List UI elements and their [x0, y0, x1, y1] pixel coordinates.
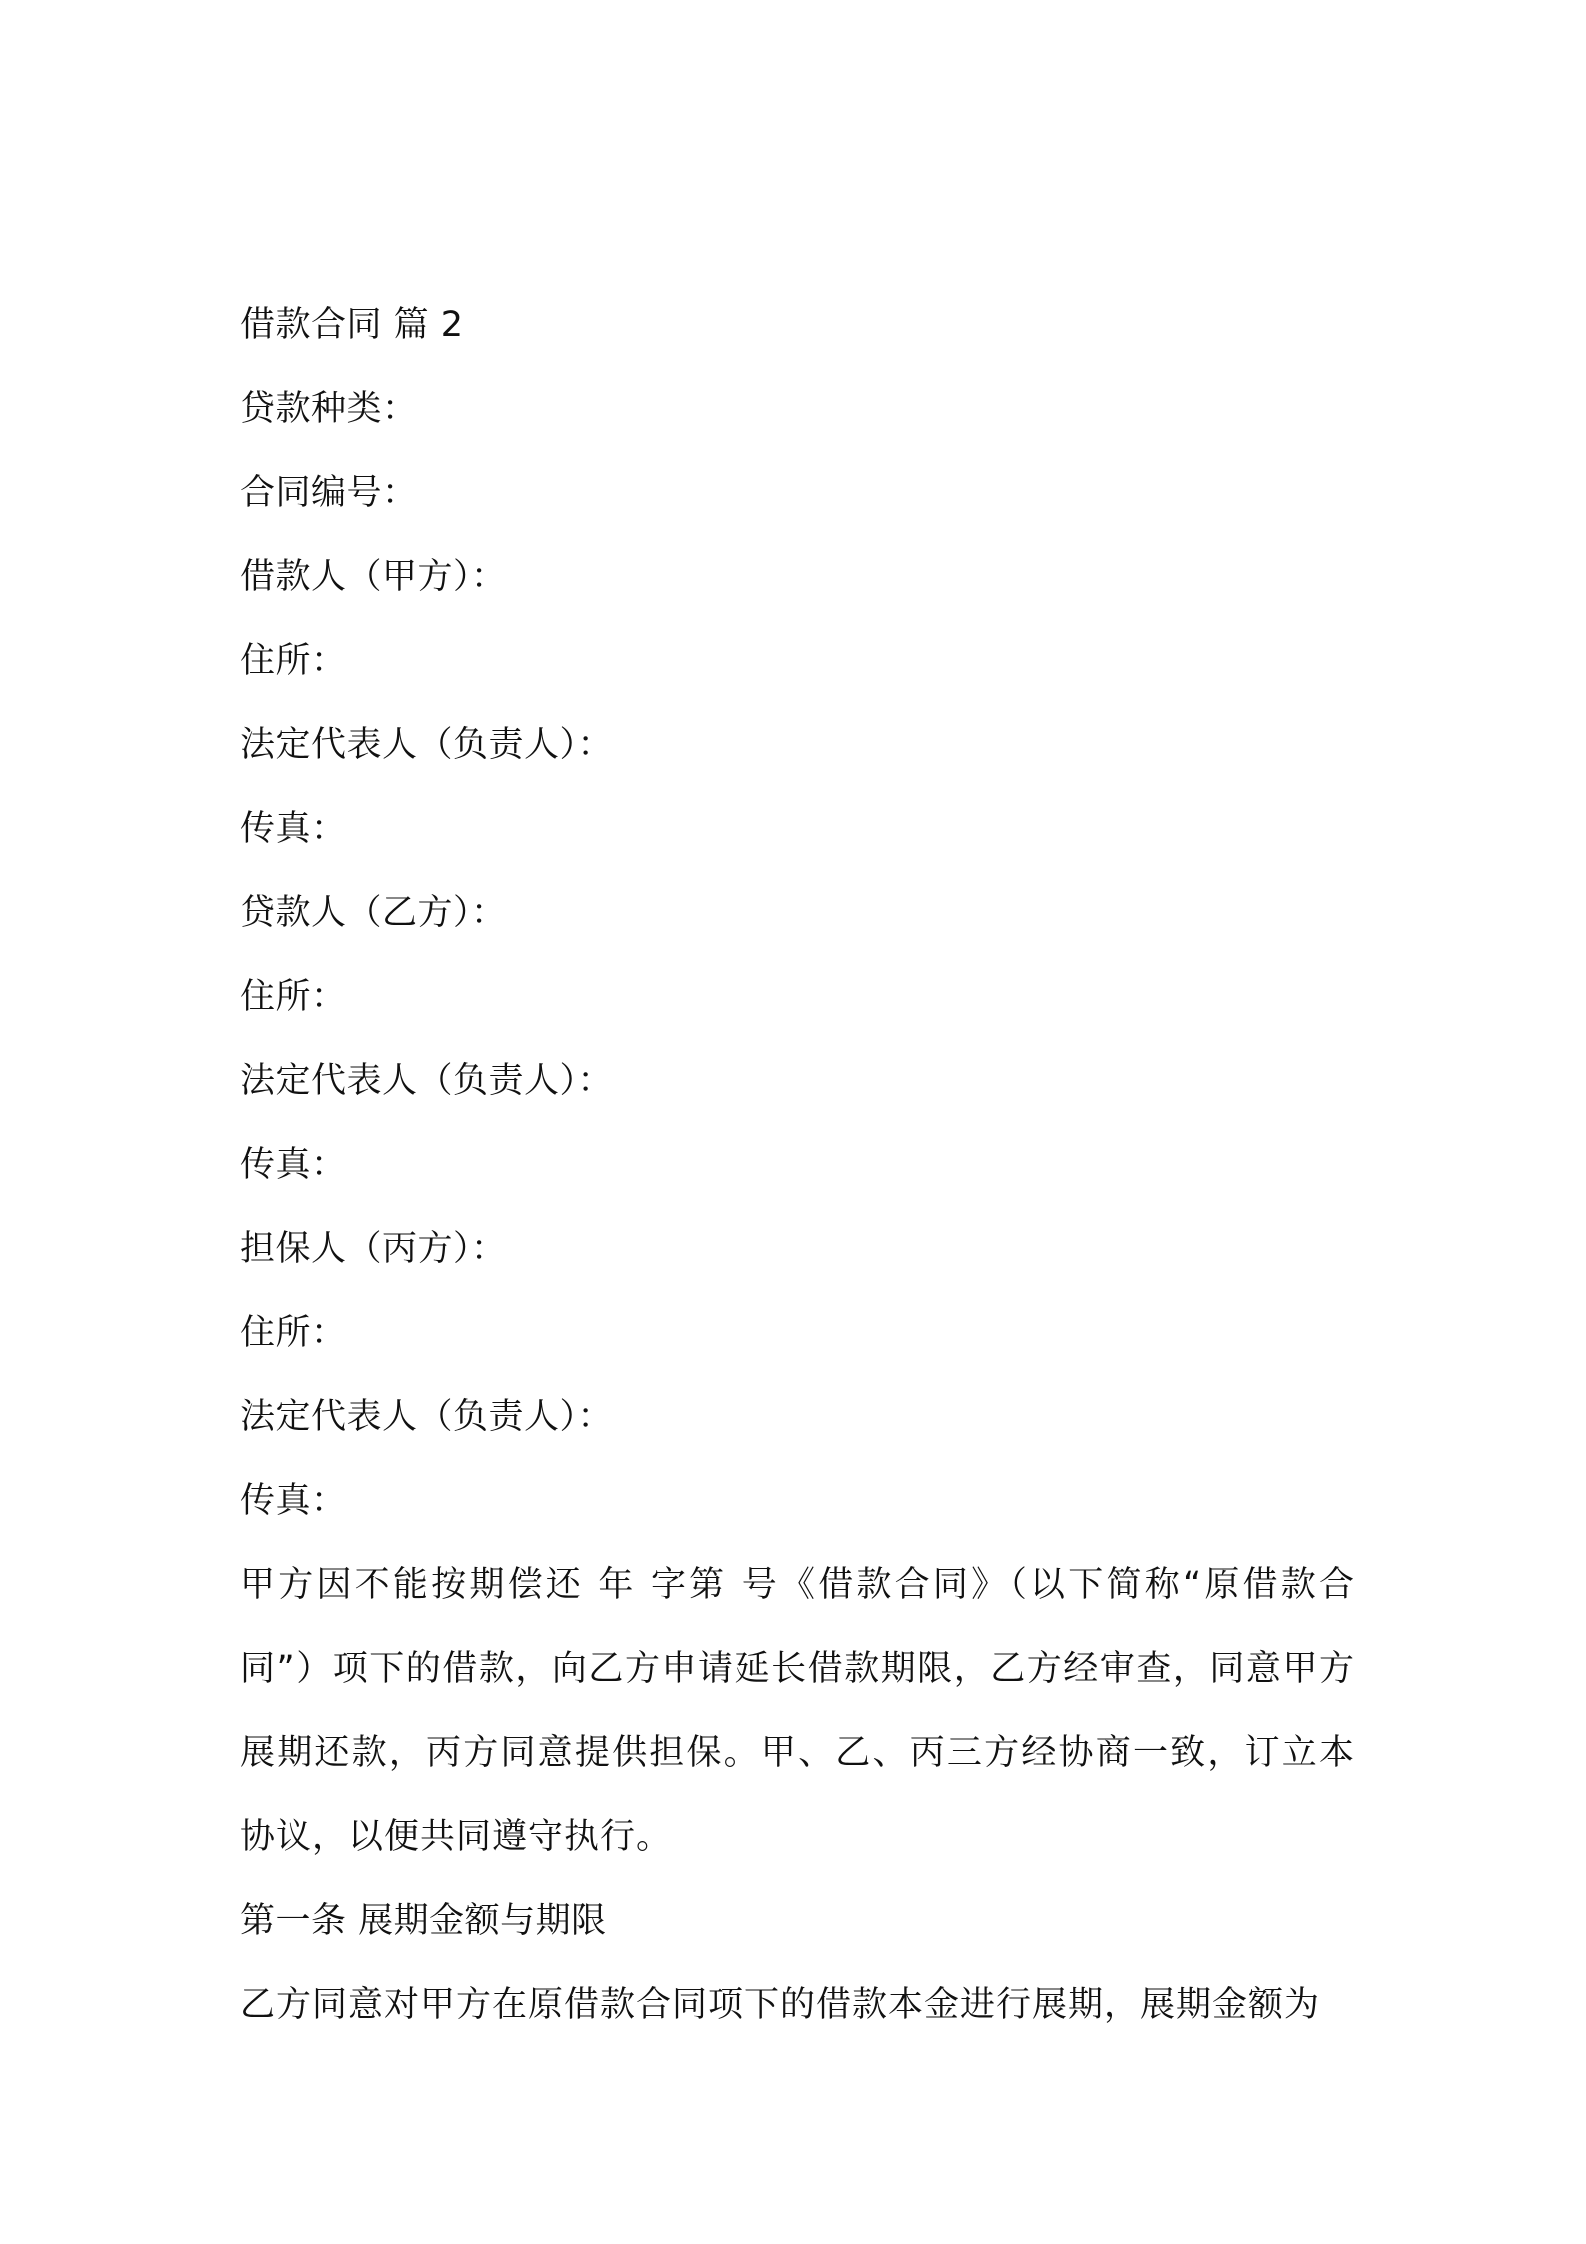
field-borrower-address: 住所：: [240, 641, 347, 681]
field-lender-address: 住所：: [240, 977, 347, 1017]
field-guarantor-address: 住所：: [240, 1313, 347, 1353]
document-body: [240, 283, 1355, 2047]
field-guarantor-fax: 传真：: [240, 1481, 347, 1521]
field-guarantor-legal-rep: 法定代表人（负责人）：: [240, 1397, 614, 1437]
intro-paragraph: 甲方因不能按期偿还 年 字第 号《借款合同》（以下简称“原借款合同”）项下的借款，向乙方申请延长借款期限，乙方经审查，同意甲方展期还款，丙方同意提供担保。甲、乙、丙三方经协商一致，订立本协议，以便共同遵守执行。: [240, 1565, 1355, 1857]
document-title: 借款合同 篇 2: [240, 305, 464, 345]
article-1-text: 乙方同意对甲方在原借款合同项下的借款本金进行展期，展期金额为: [240, 1985, 1321, 2025]
field-contract-number: 合同编号：: [240, 473, 418, 513]
field-lender-legal-rep: 法定代表人（负责人）：: [240, 1061, 614, 1101]
field-borrower: 借款人（甲方）：: [240, 557, 507, 597]
field-borrower-legal-rep: 法定代表人（负责人）：: [240, 725, 614, 765]
article-1-heading: 第一条 展期金额与期限: [240, 1901, 607, 1941]
field-lender: 贷款人（乙方）：: [240, 893, 507, 933]
field-borrower-fax: 传真：: [240, 809, 347, 849]
field-guarantor: 担保人（丙方）：: [240, 1229, 507, 1269]
field-loan-type: 贷款种类：: [240, 389, 418, 429]
field-lender-fax: 传真：: [240, 1145, 347, 1185]
